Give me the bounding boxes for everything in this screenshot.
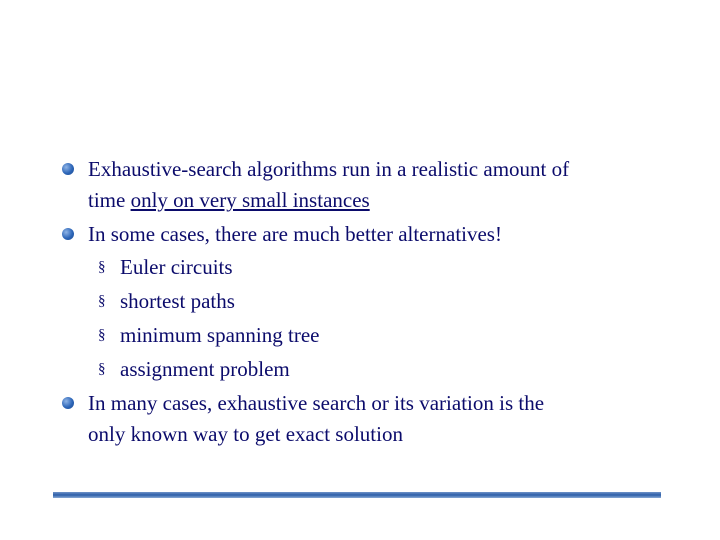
footer-rule — [53, 492, 661, 498]
bullet-dot-icon — [62, 228, 74, 240]
underlined-text: only on very small instances — [130, 188, 370, 212]
sub-bullet-text: Euler circuits — [120, 255, 233, 279]
sub-bullet-text: assignment problem — [120, 357, 290, 381]
bullet-item — [62, 219, 662, 250]
bullet-text-line — [88, 185, 662, 216]
sub-bullet-text: shortest paths — [120, 289, 235, 313]
bullet-item — [62, 388, 662, 450]
sub-bullet-item — [62, 250, 662, 284]
sub-bullet-item — [62, 318, 662, 352]
section-sign-icon: § — [98, 361, 106, 377]
bullet-text-line: In many cases, exhaustive search or its variation is the — [88, 391, 545, 415]
bullet-dot-icon — [62, 163, 74, 175]
section-sign-icon: § — [98, 293, 106, 309]
sub-bullet-text: minimum spanning tree — [120, 323, 320, 347]
slide-body — [62, 154, 662, 450]
sub-bullet-item — [62, 352, 662, 386]
section-sign-icon: § — [98, 259, 106, 275]
bullet-dot-icon — [62, 397, 74, 409]
bullet-item — [62, 154, 662, 216]
bullet-text-line: only known way to get exact solution — [88, 422, 403, 446]
bullet-text-line: In some cases, there are much better alternatives! — [88, 222, 502, 246]
bullet-text-prefix: time — [88, 188, 131, 212]
sub-bullet-item — [62, 284, 662, 318]
bullet-text-line: Exhaustive-search algorithms run in a realistic amount of — [88, 157, 570, 181]
section-sign-icon: § — [98, 327, 106, 343]
